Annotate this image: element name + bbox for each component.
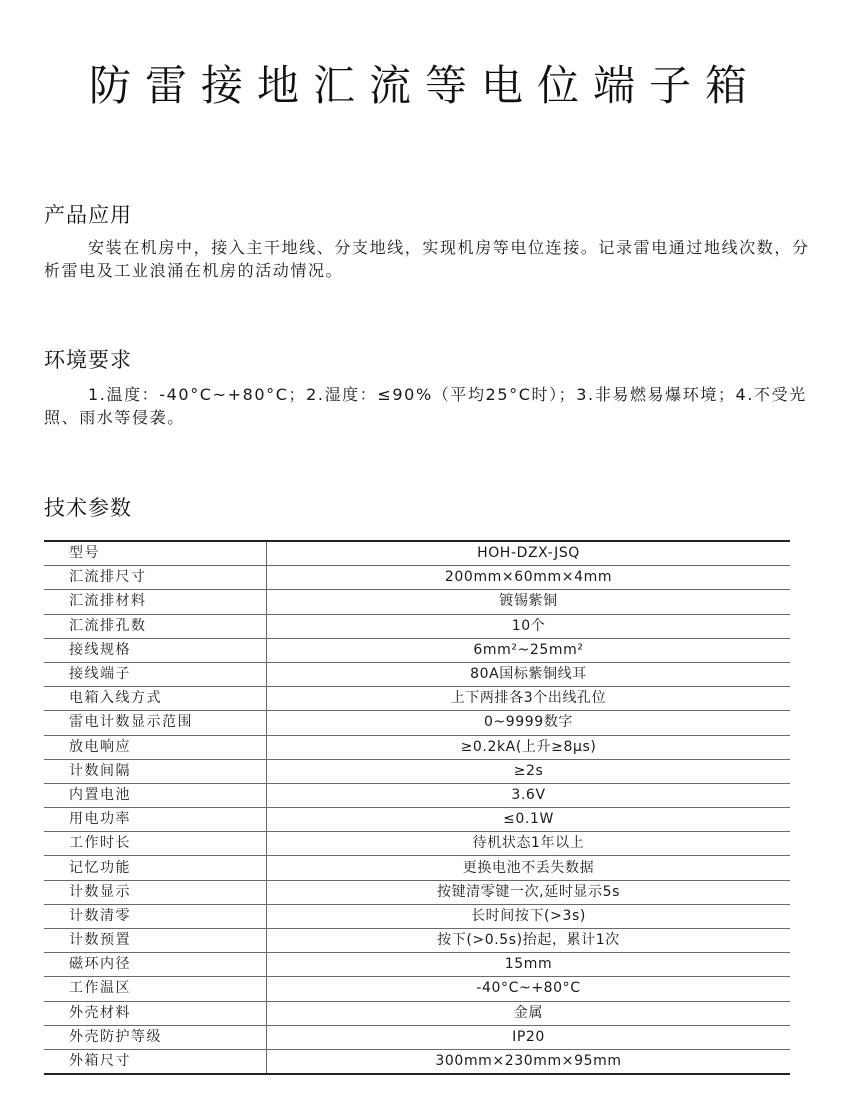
spec-label: 放电响应 [44, 735, 267, 759]
table-row [44, 929, 790, 953]
spec-label: 外壳防护等级 [44, 1025, 267, 1049]
table-row [44, 904, 790, 928]
table-row [44, 662, 790, 686]
spec-value: -40°C~+80°C [267, 977, 791, 1001]
spec-value: 3.6V [267, 783, 791, 807]
spec-value: 15mm [267, 953, 791, 977]
specs-heading: 技术参数 [44, 496, 132, 520]
spec-value: 按键清零键一次,延时显示5s [267, 880, 791, 904]
table-row [44, 856, 790, 880]
spec-label: 内置电池 [44, 783, 267, 807]
spec-value: ≥2s [267, 759, 791, 783]
spec-value: ≥0.2kA(上升≥8μs) [267, 735, 791, 759]
table-row [44, 566, 790, 590]
spec-label: 计数清零 [44, 904, 267, 928]
table-row [44, 759, 790, 783]
application-text [44, 236, 814, 282]
table-row [44, 1049, 790, 1074]
spec-value: HOH-DZX-JSQ [267, 541, 791, 566]
table-row [44, 687, 790, 711]
table-row [44, 590, 790, 614]
spec-label: 工作时长 [44, 832, 267, 856]
spec-value: ≤0.1W [267, 808, 791, 832]
table-row [44, 614, 790, 638]
application-body: 安装在机房中，接入主干地线、分支地线，实现机房等电位连接。记录雷电通过地线次数，分析雷电及工业浪涌在机房的活动情况。 [44, 238, 810, 280]
spec-value: IP20 [267, 1025, 791, 1049]
spec-label: 接线端子 [44, 662, 267, 686]
application-heading: 产品应用 [44, 203, 132, 227]
spec-value: 长时间按下(>3s) [267, 904, 791, 928]
spec-label: 电箱入线方式 [44, 687, 267, 711]
page-title: 防雷接地汇流等电位端子箱 [88, 61, 761, 110]
spec-label: 型号 [44, 541, 267, 566]
spec-label: 计数预置 [44, 929, 267, 953]
table-row [44, 880, 790, 904]
table-row [44, 735, 790, 759]
spec-label: 工作温区 [44, 977, 267, 1001]
table-row [44, 541, 790, 566]
spec-value: 按下(>0.5s)抬起，累计1次 [267, 929, 791, 953]
spec-value: 金属 [267, 1001, 791, 1025]
spec-table [44, 540, 790, 1075]
spec-table-body [44, 541, 790, 1074]
spec-value: 200mm×60mm×4mm [267, 566, 791, 590]
spec-value: 10个 [267, 614, 791, 638]
spec-value: 更换电池不丢失数据 [267, 856, 791, 880]
table-row [44, 783, 790, 807]
spec-label: 外壳材料 [44, 1001, 267, 1025]
table-row [44, 1001, 790, 1025]
spec-label: 汇流排孔数 [44, 614, 267, 638]
spec-value: 镀锡紫铜 [267, 590, 791, 614]
spec-label: 雷电计数显示范围 [44, 711, 267, 735]
spec-label: 接线规格 [44, 638, 267, 662]
spec-label: 计数间隔 [44, 759, 267, 783]
environment-text [44, 383, 814, 429]
table-row [44, 977, 790, 1001]
spec-label: 磁环内径 [44, 953, 267, 977]
table-row [44, 711, 790, 735]
spec-label: 外箱尺寸 [44, 1049, 267, 1074]
table-row [44, 832, 790, 856]
spec-label: 用电功率 [44, 808, 267, 832]
spec-value: 待机状态1年以上 [267, 832, 791, 856]
spec-label: 计数显示 [44, 880, 267, 904]
spec-label: 记忆功能 [44, 856, 267, 880]
spec-label: 汇流排材料 [44, 590, 267, 614]
table-row [44, 638, 790, 662]
spec-value: 300mm×230mm×95mm [267, 1049, 791, 1074]
spec-label: 汇流排尺寸 [44, 566, 267, 590]
environment-heading: 环境要求 [44, 348, 132, 372]
table-row [44, 1025, 790, 1049]
table-row [44, 808, 790, 832]
spec-value: 80A国标紫铜线耳 [267, 662, 791, 686]
environment-body: 1.温度：-40°C~+80°C；2.湿度：≤90%（平均25°C时）；3.非易燃易爆环境；4.不受光照、雨水等侵袭。 [44, 385, 807, 427]
spec-value: 上下两排各3个出线孔位 [267, 687, 791, 711]
spec-value: 6mm²~25mm² [267, 638, 791, 662]
table-row [44, 953, 790, 977]
spec-value: 0~9999数字 [267, 711, 791, 735]
